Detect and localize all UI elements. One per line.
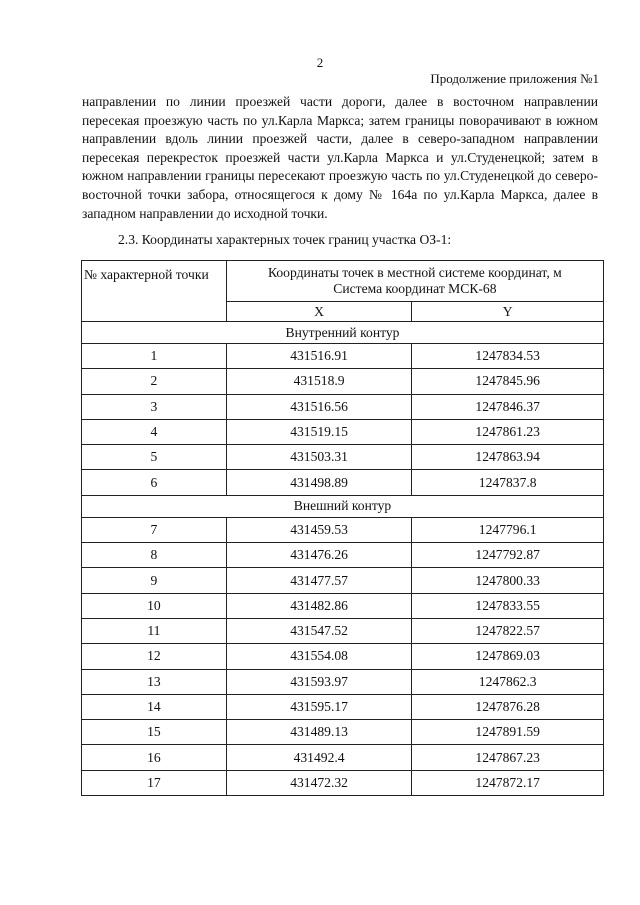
y-coordinate-cell: 1247867.23 — [412, 745, 604, 770]
page-number: 2 — [316, 55, 324, 70]
point-number-cell: 14 — [82, 694, 227, 719]
point-number-cell: 12 — [82, 644, 227, 669]
section-row-inner — [82, 322, 604, 344]
table-row — [82, 419, 604, 444]
x-coordinate-cell: 431503.31 — [226, 445, 412, 470]
y-coordinate-cell: 1247822.57 — [412, 618, 604, 643]
table-row — [82, 543, 604, 568]
table-row — [82, 770, 604, 795]
table-row — [82, 369, 604, 394]
point-number-cell: 3 — [82, 394, 227, 419]
point-number-cell: 1 — [82, 344, 227, 369]
point-number-cell: 10 — [82, 593, 227, 618]
x-coordinate-cell: 431459.53 — [226, 517, 412, 542]
y-coordinate-cell: 1247876.28 — [412, 694, 604, 719]
x-coordinate-cell: 431498.89 — [226, 470, 412, 495]
x-coordinate-cell: 431482.86 — [226, 593, 412, 618]
table-row — [82, 394, 604, 419]
column-header-coordinates — [226, 261, 603, 302]
y-coordinate-cell: 1247800.33 — [412, 568, 604, 593]
section-label-outer: Внешний контур — [82, 495, 604, 517]
appendix-note: Продолжение приложения №1 — [430, 71, 599, 86]
table-row — [82, 344, 604, 369]
y-coordinate-cell: 1247796.1 — [412, 517, 604, 542]
column-header-coordinates-line1: Координаты точек в местной системе координат, м — [268, 265, 562, 280]
table-row — [82, 445, 604, 470]
y-coordinate-cell: 1247861.23 — [412, 419, 604, 444]
point-number-cell: 11 — [82, 618, 227, 643]
point-number-cell: 15 — [82, 720, 227, 745]
point-number-cell: 2 — [82, 369, 227, 394]
column-header-x: X — [226, 302, 412, 322]
x-coordinate-cell: 431477.57 — [226, 568, 412, 593]
y-coordinate-cell: 1247863.94 — [412, 445, 604, 470]
y-coordinate-cell: 1247834.53 — [412, 344, 604, 369]
point-number-cell: 5 — [82, 445, 227, 470]
y-coordinate-cell: 1247792.87 — [412, 543, 604, 568]
section-label-inner: Внутренний контур — [82, 322, 604, 344]
x-coordinate-cell: 431519.15 — [226, 419, 412, 444]
x-coordinate-cell: 431554.08 — [226, 644, 412, 669]
point-number-cell: 9 — [82, 568, 227, 593]
point-number-cell: 4 — [82, 419, 227, 444]
x-coordinate-cell: 431472.32 — [226, 770, 412, 795]
table-row — [82, 517, 604, 542]
table-header-row — [82, 261, 604, 302]
point-number-cell: 13 — [82, 669, 227, 694]
y-coordinate-cell: 1247862.3 — [412, 669, 604, 694]
x-coordinate-cell: 431593.97 — [226, 669, 412, 694]
y-coordinate-cell: 1247837.8 — [412, 470, 604, 495]
x-coordinate-cell: 431516.56 — [226, 394, 412, 419]
point-number-cell: 6 — [82, 470, 227, 495]
body-paragraph: направлении по линии проезжей части дороги, далее в восточном направлении пересекая проезжую часть по ул.Карла Маркса; затем границы поворачивают в южном направлении вдоль линии проезжей части, далее в северо-западном направлении пересекая перекресток проезжей части ул.Карла Маркса и ул.Студенецкой; затем в южном направлении границы пересекают проезжую часть по ул.Студенецкой до северо-восточной точки забора, относящегося к дому № 164а по ул.Карла Маркса, далее в западном направлении до исходной точки. — [82, 94, 598, 221]
table-row — [82, 593, 604, 618]
coordinates-table — [81, 260, 604, 796]
column-header-coordinates-line2: Система координат МСК-68 — [333, 281, 497, 296]
x-coordinate-cell: 431489.13 — [226, 720, 412, 745]
table-row — [82, 694, 604, 719]
y-coordinate-cell: 1247845.96 — [412, 369, 604, 394]
x-coordinate-cell: 431476.26 — [226, 543, 412, 568]
y-coordinate-cell: 1247869.03 — [412, 644, 604, 669]
point-number-cell: 7 — [82, 517, 227, 542]
x-coordinate-cell: 431516.91 — [226, 344, 412, 369]
table-row — [82, 618, 604, 643]
x-coordinate-cell: 431518.9 — [226, 369, 412, 394]
column-header-point: № характерной точки — [82, 261, 227, 322]
y-coordinate-cell: 1247872.17 — [412, 770, 604, 795]
y-coordinate-cell: 1247846.37 — [412, 394, 604, 419]
x-coordinate-cell: 431492.4 — [226, 745, 412, 770]
table-row — [82, 745, 604, 770]
table-row — [82, 568, 604, 593]
table-row — [82, 470, 604, 495]
section-row-outer — [82, 495, 604, 517]
table-row — [82, 720, 604, 745]
point-number-cell: 8 — [82, 543, 227, 568]
table-row — [82, 644, 604, 669]
point-number-cell: 16 — [82, 745, 227, 770]
y-coordinate-cell: 1247891.59 — [412, 720, 604, 745]
table-row — [82, 669, 604, 694]
column-header-y: Y — [412, 302, 604, 322]
section-heading: 2.3. Координаты характерных точек границ участка ОЗ-1: — [118, 232, 452, 247]
y-coordinate-cell: 1247833.55 — [412, 593, 604, 618]
x-coordinate-cell: 431547.52 — [226, 618, 412, 643]
table-body — [82, 322, 604, 796]
point-number-cell: 17 — [82, 770, 227, 795]
x-coordinate-cell: 431595.17 — [226, 694, 412, 719]
